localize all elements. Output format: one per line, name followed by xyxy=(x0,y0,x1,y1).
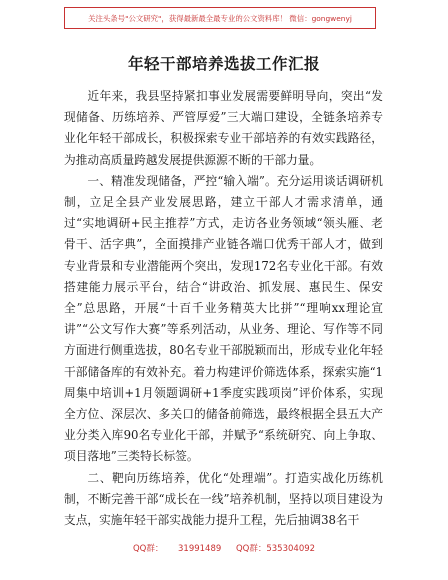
header-banner xyxy=(64,7,376,29)
header-banner-text: 关注头条号"公文研究"，获得最新最全最专业的公文资料库！ 微信：gongwenyj xyxy=(88,13,352,23)
paragraph-section-2: 二、靶向历练培养，优化“处理端”。打造实战化历练机制，不断完善干部“成长在一线”培养机制，坚持以项目建设为支点，实施年轻干部实战能力提升工程，先后抽调38名干 xyxy=(64,470,383,528)
document-body xyxy=(64,86,383,531)
document-title: 年轻干部培养选拔工作汇报 xyxy=(127,54,320,73)
footer-qq-groups: QQ群： 31991489 QQ群：535304092 xyxy=(132,544,316,554)
paragraph-section-1: 一、精准发现储备，严控“输入端”。充分运用谈话调研机制，立足全县产业发展思路，建立干部人才需求清单，通过“实地调研+民主推荐”方式，走访各业务领域“领头雁、老骨干、活字典”，全面摸排产业链各端口优秀干部人才，做到专业背景和专业潜能两个突出，发现172名专业化干部。有效搭建能力展示平台，结合“讲政治、抓发展、惠民生、保安全”总思路，开展“十百千业务精英大比拼”“理响xx理论宣讲”“公文写作大赛”等系列活动，从业务、理论、写作等不同方面进行侧重选拔，80名专业干部脱颖而出，形成专业化年轻干部储备库的有效补充。着力构建评价筛选体系，探索实施“1周集中培训+1月领题调研+1季度实践项岗”评价体系，实现全方位、深层次、多关口的储备前筛选，最终根据全县五大产业分类入库90名专业化干部，并赋予“系统研究、向上争取、项目落地”三类特长标签。 xyxy=(64,173,383,464)
paragraph-intro: 近年来，我县坚持紧扣事业发展需要鲜明导向，突出“发现储备、历练培养、严管厚爱”三大端口建设，全链条培养专业化年轻干部成长，积极探索专业干部培养的有效实践路径，为推动高质量跨越发展提供源源不断的干部力量。 xyxy=(64,89,383,167)
